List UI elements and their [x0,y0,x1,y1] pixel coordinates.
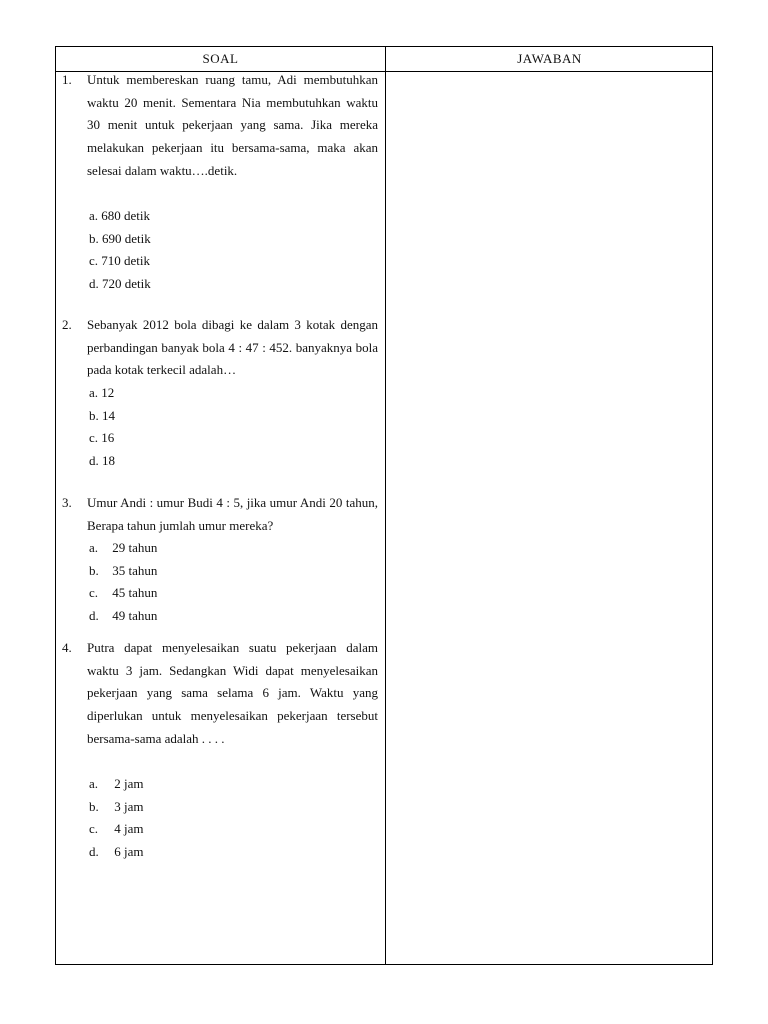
option-d: d. 49 tahun [89,608,158,624]
option-a: a. 29 tahun [89,540,158,555]
question-number: 4. [62,640,72,655]
option-c: c. 16 [89,430,115,446]
option-a: a. 2 jam [89,776,144,791]
option-c: c. 710 detik [89,253,151,269]
question-answer-table [55,46,713,965]
option-c: c. 4 jam [89,821,144,837]
header-jawaban: JAWABAN [517,51,582,66]
options-list [89,773,369,864]
option-a: a. 680 detik [89,208,151,223]
question-number: 1. [62,72,72,87]
options-list [89,382,369,473]
option-d: d. 720 detik [89,276,151,292]
question-number: 3. [62,495,72,510]
option-b: b. 690 detik [89,230,151,246]
question-text: Sebanyak 2012 bola dibagi ke dalam 3 kotak dengan perbandingan banyak bola 4 : 47 : 452. banyaknya bola pada kotak terkecil adalah… [87,317,378,378]
answer-area [386,72,713,964]
options-list [89,205,369,296]
header-soal: SOAL [202,51,239,66]
option-b: b. 14 [89,407,115,423]
question-text: Putra dapat menyelesaikan suatu pekerjaan dalam waktu 3 jam. Sedangkan Widi dapat menyelesaikan pekerjaan yang sama selama 6 jam. Waktu yang diperlukan untuk menyelesaikan pekerjaan tersebut bersama-sama adalah . . . . [87,640,378,746]
question-text: Umur Andi : umur Budi 4 : 5, jika umur Andi 20 tahun, Berapa tahun jumlah umur mereka? [87,495,378,533]
question-number: 2. [62,317,72,332]
options-list [89,537,369,628]
option-d: d. 6 jam [89,844,144,860]
option-b: b. 3 jam [89,798,144,814]
option-c: c. 45 tahun [89,585,158,601]
question-text: Untuk membereskan ruang tamu, Adi membutuhkan waktu 20 menit. Sementara Nia membutuhkan waktu 30 menit untuk pekerjaan yang sama. Jika mereka melakukan pekerjaan itu bersama-sama, maka akan selesai dalam waktu….detik. [87,72,378,178]
option-b: b. 35 tahun [89,562,158,578]
option-d: d. 18 [89,453,115,469]
option-a: a. 12 [89,385,115,400]
